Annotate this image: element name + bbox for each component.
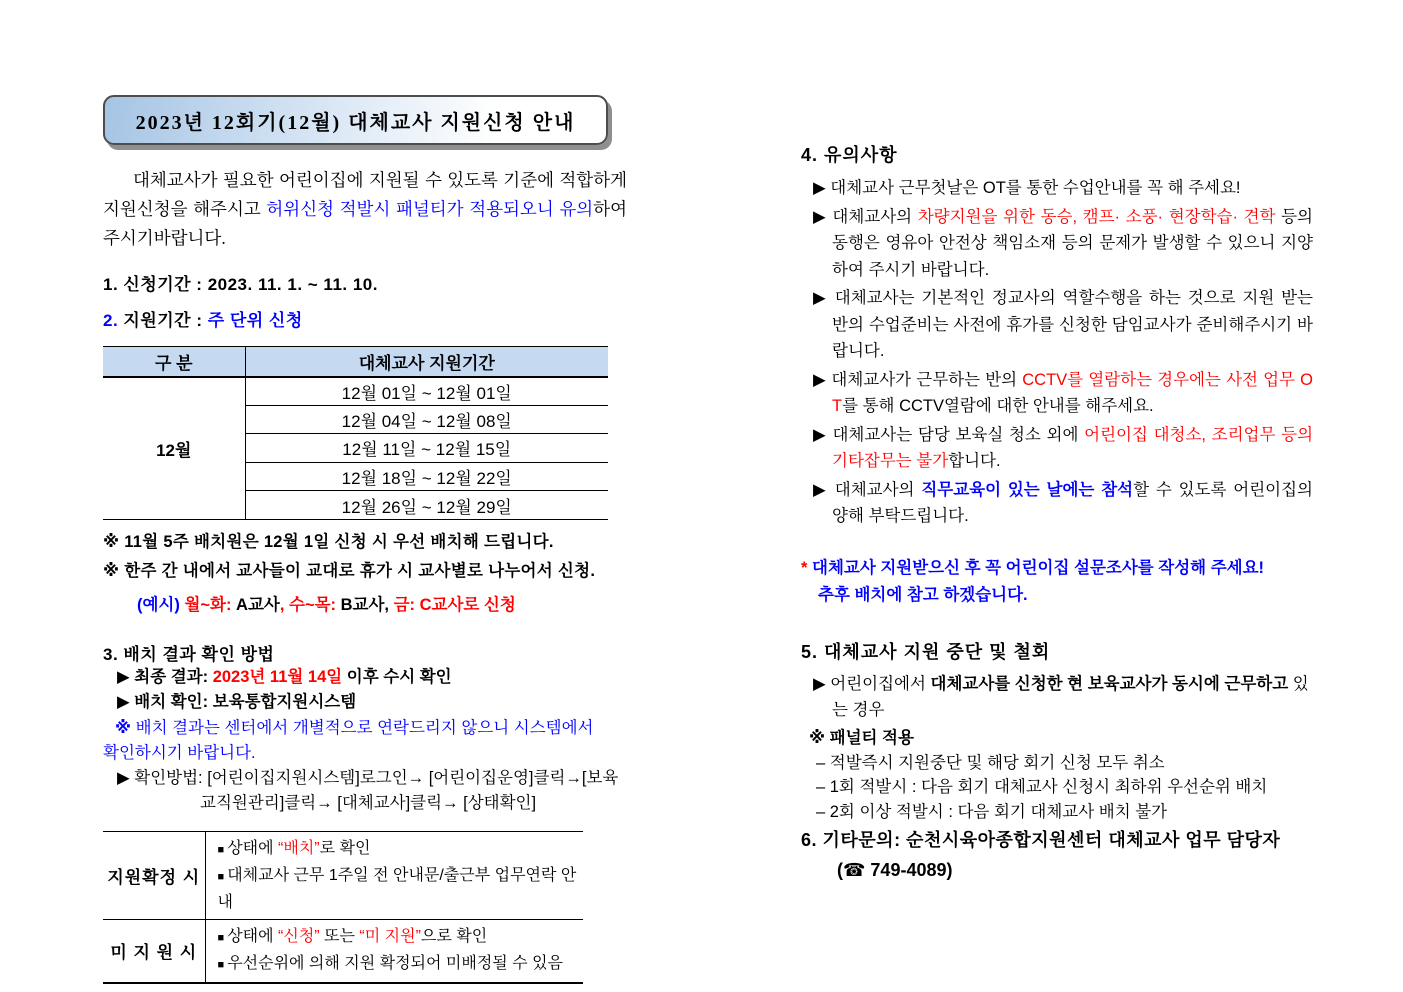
note-priority-placement: ※ 11월 5주 배치원은 12월 1일 신청 시 우선 배치해 드립니다. (103, 532, 554, 551)
status-row-label: 미 지 원 시 (103, 919, 205, 983)
text-segment: “미 지원” (359, 927, 421, 945)
notice-item-training (813, 477, 1313, 530)
survey-note-line2 (801, 582, 1313, 609)
text-segment: ▶ 배치 확인: 보육통합지원시스템 (117, 693, 357, 712)
text-segment: 대체교사가 필요한 어린이집에 지원될 수 있도록 기준에 적합하게 지원신청을 해주시고 (103, 170, 627, 219)
period-cell: 12월 26일 ~ 12월 29일 (245, 491, 608, 520)
text-segment: 추후 배치에 참고 하겠습니다. (818, 585, 1028, 604)
status-row-content (205, 831, 583, 919)
section-3-heading: 3. 배치 결과 확인 방법 (103, 644, 275, 664)
text-segment: ■ (217, 958, 228, 971)
text-segment: 월~화: (184, 595, 237, 614)
section-4-heading: 4. 유의사항 (801, 145, 898, 165)
text-segment: CCTV를 열람하는 경우에는 사전 업무 OT (832, 370, 1313, 415)
check-method-line1: ▶ 확인방법: [어린이집지원시스템]로그인→ [어린이집운영]클릭→[보육 (117, 769, 619, 788)
header-cell-category: 구 분 (103, 347, 245, 377)
notice-item-cctv (813, 367, 1313, 420)
text-segment: ■ (217, 843, 228, 856)
schedule-row (103, 377, 608, 406)
text-segment: 하여주시기바랍니다. (103, 199, 627, 248)
status-table (103, 831, 583, 984)
page-title: 2023년 12회기(12월) 대체교사 지원신청 안내 (135, 111, 576, 134)
text-segment: 대체교사 지원받으신 후 꼭 어린이집 설문조사를 작성해 주세요! (812, 558, 1265, 577)
text-segment: ▶ 대체교사가 근무하는 반의 (813, 370, 1023, 389)
text-segment: 이후 수시 확인 (342, 667, 452, 686)
text-segment: 2. (103, 311, 124, 330)
text-segment: 우선순위에 의해 지원 확정되어 미배정될 수 있음 (227, 954, 563, 972)
text-segment: ▶ 대체교사는 기본적인 정교사의 역할수행을 하는 것으로 지원 받는 반의 수업준비는 사전에 휴가를 신청한 담임교사가 준비해주시기 바랍니다. (813, 289, 1313, 360)
text-segment: ▶ 대체교사의 (813, 207, 918, 226)
text-segment: ▶ 대체교사 근무첫날은 OT를 통한 수업안내를 꼭 해 주세요! (813, 179, 1241, 197)
text-segment: ▶ 대체교사의 (813, 480, 922, 499)
text-segment: 대체교사 근무 1주일 전 안내문/출근부 업무연락 안내 (217, 866, 577, 911)
penalty-heading: ※ 패널티 적용 (809, 728, 914, 747)
text-segment: 어린이집 대청소, 조리업무 등의 기타잡무는 불가 (832, 425, 1314, 470)
text-segment: ■ (217, 870, 228, 883)
text-segment: ▶ 최종 결과: (117, 667, 213, 686)
survey-note (801, 555, 1313, 609)
status-line (218, 836, 582, 863)
month-cell: 12월 (103, 377, 245, 520)
text-segment: ■ (217, 931, 228, 944)
text-segment: ▶ 대체교사는 담당 보육실 청소 외에 (813, 425, 1085, 444)
text-segment: 를 통해 CCTV열람에 대한 안내를 해주세요. (842, 397, 1154, 415)
period-cell: 12월 18일 ~ 12월 22일 (245, 462, 608, 491)
text-segment: 2023년 11월 14일 (212, 667, 343, 686)
text-segment: 수~목: (289, 595, 341, 614)
period-cell: 12월 01일 ~ 12월 01일 (245, 377, 608, 406)
text-segment: 차량지원을 위한 동승, 캠프· 소풍· 현장학습· 견학 (917, 207, 1276, 226)
intro-paragraph (103, 166, 627, 253)
left-column (103, 0, 630, 984)
check-method-line2: 교직원관리]클릭→ [대체교사]클릭→ [상태확인] (200, 794, 537, 813)
text-segment: 등의 동행은 영유아 안전상 책임소재 등의 문제가 발생할 수 있으니 지양하여 주시기 바랍니다. (832, 207, 1313, 279)
penalty-item-second: – 2회 이상 적발시 : 다음 회기 대체교사 배치 불가 (816, 802, 1168, 821)
placement-note-line2 (103, 741, 630, 766)
title-box (103, 95, 608, 145)
status-line (218, 951, 582, 978)
notice-item-role (813, 285, 1313, 365)
text-segment: A교사 (236, 595, 280, 614)
text-segment: 직무교육이 있는 날에는 참석 (921, 480, 1134, 499)
text-segment: “배치” (278, 839, 320, 857)
text-segment: 상태에 (227, 839, 279, 857)
schedule-header-row (103, 347, 608, 377)
notice-item-ot (813, 175, 1313, 202)
text-segment: 상태에 (227, 927, 279, 945)
text-segment: , (279, 595, 290, 614)
notice-item-chores (813, 422, 1313, 475)
text-segment: 주 단위 신청 (207, 311, 303, 330)
right-column (801, 0, 1313, 881)
text-segment: 확인하시기 바랍니다. (103, 743, 256, 762)
text-segment: 또는 (319, 927, 360, 945)
status-row-label: 지원확정 시 (103, 831, 205, 919)
withdrawal-item (813, 671, 1313, 724)
status-row-confirmed (103, 831, 583, 919)
notice-list (801, 175, 1313, 530)
header-cell-period: 대체교사 지원기간 (245, 347, 608, 377)
status-row-not-supported (103, 919, 583, 983)
text-segment: ▶ 어린이집에서 (813, 674, 931, 693)
text-segment: 허위신청 적발시 패널티가 적용되오니 유의 (266, 199, 594, 219)
status-line (218, 924, 582, 951)
placement-note-line1 (103, 716, 630, 741)
text-segment: 지원기간 : (123, 311, 208, 330)
survey-note-line1 (801, 555, 1313, 582)
penalty-item-cancel: – 적발즉시 지원중단 및 해당 회기 신청 모두 취소 (816, 753, 1165, 772)
note-example (103, 591, 630, 615)
contact-phone: (☎ 749-4089) (837, 860, 953, 880)
section-1-heading: 1. 신청기간 : 2023. 11. 1. ~ 11. 10. (103, 275, 378, 294)
section-5-heading: 5. 대체교사 지원 중단 및 철회 (801, 641, 1051, 662)
section-2-heading (103, 306, 630, 331)
text-segment: 로 확인 (319, 839, 371, 857)
text-segment: 합니다. (948, 452, 1001, 470)
text-segment: 배치 결과는 센터에서 개별적으로 연락드리지 않으니 시스템에서 (135, 718, 594, 737)
text-segment: 으로 확인 (420, 927, 488, 945)
text-segment: 금: C교사로 신청 (393, 595, 516, 614)
text-segment: “신청” (278, 927, 320, 945)
status-row-content (205, 919, 583, 983)
text-segment: ※ (115, 718, 136, 737)
period-cell: 12월 11일 ~ 12월 15일 (245, 434, 608, 463)
penalty-item-first: – 1회 적발시 : 다음 회기 대체교사 신청시 최하위 우선순위 배치 (816, 778, 1268, 796)
status-line (218, 863, 582, 915)
text-segment: B교사, (340, 595, 394, 614)
text-segment: * (801, 558, 813, 577)
section-6-heading: 6. 기타문의: 순천시육아종합지원센터 대체교사 업무 담당자 (801, 830, 1281, 850)
text-segment: 있는 경우 (832, 674, 1309, 719)
period-cell: 12월 04일 ~ 12월 08일 (245, 405, 608, 434)
text-segment: 할 수 있도록 어린이집의 양해 부탁드립니다. (832, 480, 1313, 525)
text-segment: 대체교사를 신청한 현 보육교사가 동시에 근무하고 (930, 674, 1289, 693)
final-result-item (103, 665, 630, 690)
placement-check-item (103, 690, 630, 715)
notice-item-vehicle (813, 204, 1313, 284)
schedule-table (103, 346, 608, 520)
text-segment: (예시) (137, 595, 185, 614)
note-split-application: ※ 한주 간 내에서 교사들이 교대로 휴가 시 교사별로 나누어서 신청. (103, 561, 596, 580)
